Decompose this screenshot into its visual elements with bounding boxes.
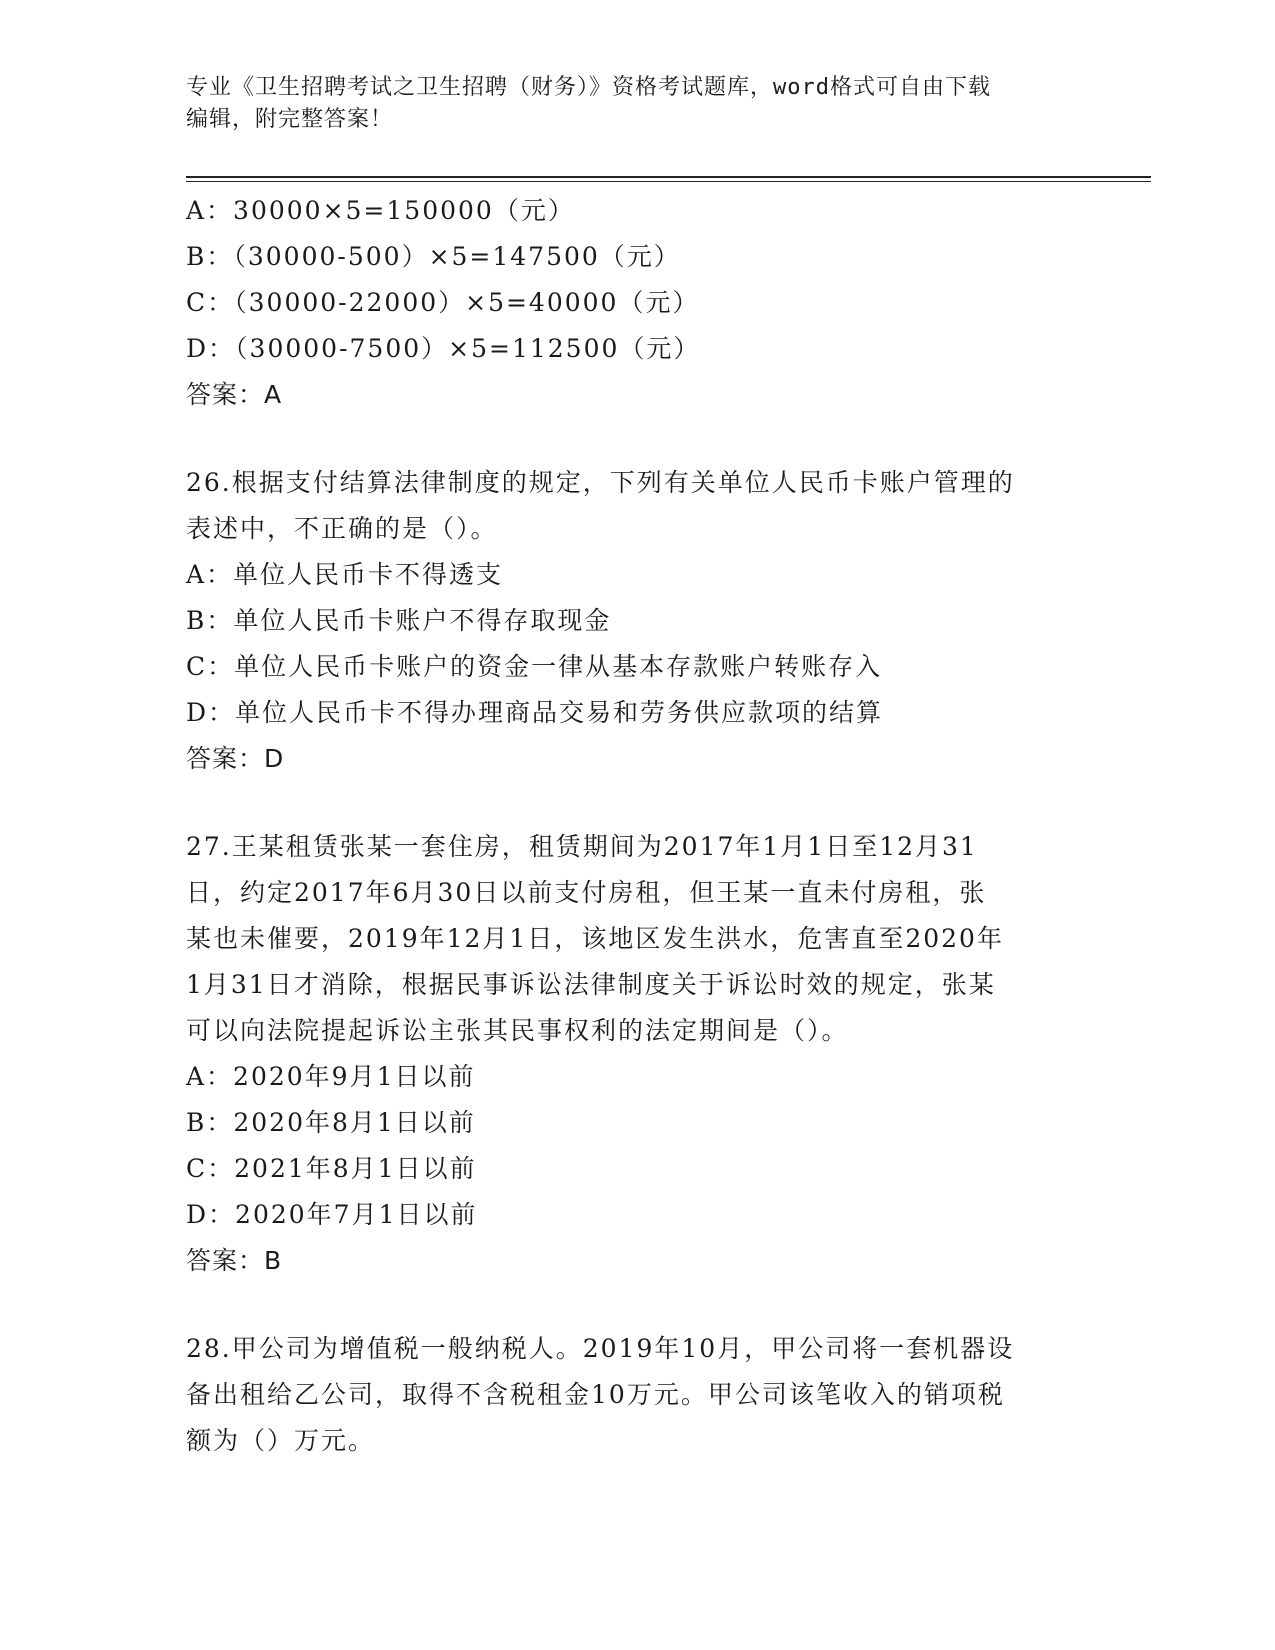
option-b: B：（30000-500）×5=147500（元） [186,242,681,271]
question-stem-line: 某也未催要，2019年12月1日，该地区发生洪水，危害直至2020年 [186,924,1004,953]
option-a: A：单位人民币卡不得透支 [186,560,504,589]
question-stem-line: 27.王某租赁张某一套住房，租赁期间为2017年1月1日至12月31 [186,832,978,861]
question-stem-line: 表述中，不正确的是（）。 [186,514,498,543]
option-d: D：单位人民币卡不得办理商品交易和劳务供应款项的结算 [186,698,884,727]
header-divider-thin [186,181,1151,182]
question-stem-line: 可以向法院提起诉讼主张其民事权利的法定期间是（）。 [186,1016,849,1045]
question-stem-line: 额为（）万元。 [186,1426,376,1455]
answer-line: 答案：D [186,744,285,773]
question-block [186,824,1066,1284]
header-line-2: 编辑，附完整答案！ [186,107,394,132]
question-stem-line: 28.甲公司为增值税一般纳税人。2019年10月，甲公司将一套机器设 [186,1334,1015,1363]
option-d: D：（30000-7500）×5=112500（元） [186,334,701,363]
header-divider [186,176,1151,178]
option-b: B：2020年8月1日以前 [186,1108,476,1137]
option-c: C：单位人民币卡账户的资金一律从基本存款账户转账存入 [186,652,883,681]
option-d: D：2020年7月1日以前 [186,1200,478,1229]
question-list [186,188,1066,1464]
header-line-1: 专业《卫生招聘考试之卫生招聘（财务）》资格考试题库，word格式可自由下载 [186,75,991,100]
option-b: B：单位人民币卡账户不得存取现金 [186,606,612,635]
question-stem-line: 1月31日才消除，根据民事诉讼法律制度关于诉讼时效的规定，张某 [186,970,996,999]
question-stem-line: 26.根据支付结算法律制度的规定，下列有关单位人民币卡账户管理的 [186,468,1015,497]
option-c: C：（30000-22000）×5=40000（元） [186,288,700,317]
question-block [186,460,1066,782]
option-c: C：2021年8月1日以前 [186,1154,477,1183]
question-stem-line: 备出租给乙公司，取得不含税租金10万元。甲公司该笔收入的销项税 [186,1380,1005,1409]
answer-line: 答案：B [186,1246,283,1275]
answer-line: 答案：A [186,380,283,409]
option-a: A：30000×5=150000（元） [186,196,575,225]
question-stem-line: 日，约定2017年6月30日以前支付房租，但王某一直未付房租，张 [186,878,987,907]
option-a: A：2020年9月1日以前 [186,1062,476,1091]
question-block [186,188,1066,418]
question-block [186,1326,1066,1464]
document-header [186,72,1066,136]
